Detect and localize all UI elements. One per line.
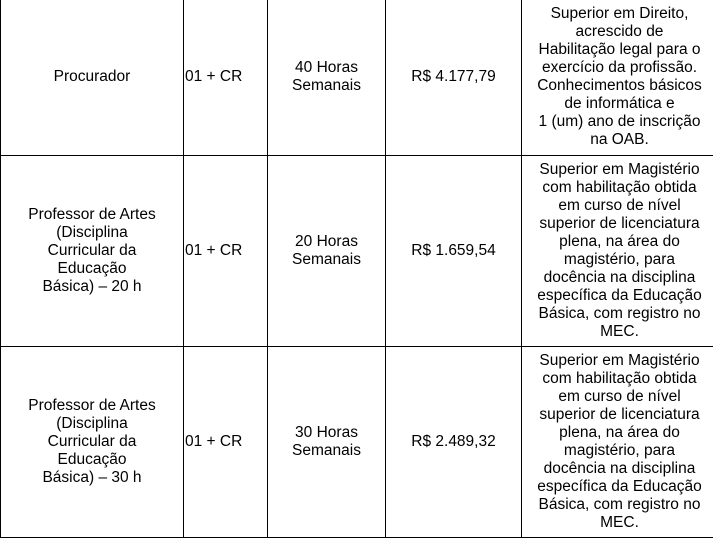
cargo-line: (Disciplina (1, 224, 183, 242)
table-row (1, 0, 713, 156)
cargo-line: Curricular da (1, 433, 183, 451)
carga-line: 30 Horas (268, 424, 385, 442)
vagas-cell: 01 + CR (184, 156, 268, 347)
carga-line: 40 Horas (268, 59, 385, 77)
carga-horaria-cell (268, 0, 386, 156)
requisito-line: magistério, para (522, 251, 713, 269)
requisito-line: específica da Educação (522, 478, 713, 496)
requisito-line: magistério, para (522, 442, 713, 460)
requisito-line: em curso de nível (522, 197, 713, 215)
cargo-line: Curricular da (1, 242, 183, 260)
requisito-line: Básica, com registro no (522, 496, 713, 514)
table-row (1, 347, 713, 538)
requisito-line: superior de licenciatura (522, 406, 713, 424)
requisito-line: Habilitação legal para o (522, 41, 713, 59)
requisito-line: acrescido de (522, 23, 713, 41)
requisito-line: MEC. (522, 323, 713, 341)
requisito-line: de informática e (522, 95, 713, 113)
requisitos-cell (522, 156, 713, 347)
cargo-line: Básica) – 30 h (1, 469, 183, 487)
vencimento-cell: R$ 2.489,32 (386, 347, 522, 538)
cargo-line: Procurador (1, 68, 183, 86)
requisito-line: com habilitação obtida (522, 370, 713, 388)
cargo-cell (1, 156, 184, 347)
carga-horaria-cell (268, 156, 386, 347)
requisitos-cell (522, 0, 713, 156)
requisito-line: 1 (um) ano de inscrição (522, 113, 713, 131)
cargo-line: Educação (1, 451, 183, 469)
requisitos-cell (522, 347, 713, 538)
carga-line: Semanais (268, 442, 385, 460)
requisito-line: Superior em Magistério (522, 161, 713, 179)
cargo-line: Educação (1, 260, 183, 278)
requisito-line: Superior em Direito, (522, 5, 713, 23)
cargo-line: Professor de Artes (1, 397, 183, 415)
requisito-line: em curso de nível (522, 388, 713, 406)
carga-line: Semanais (268, 251, 385, 269)
requisito-line: MEC. (522, 514, 713, 532)
requisito-line: superior de licenciatura (522, 215, 713, 233)
requisito-line: específica da Educação (522, 287, 713, 305)
requisito-line: com habilitação obtida (522, 179, 713, 197)
table-row (1, 156, 713, 347)
cargo-cell (1, 347, 184, 538)
carga-horaria-cell (268, 347, 386, 538)
requisito-line: na OAB. (522, 131, 713, 149)
requisito-line: Superior em Magistério (522, 352, 713, 370)
vencimento-cell: R$ 4.177,79 (386, 0, 522, 156)
cargo-line: Professor de Artes (1, 206, 183, 224)
cargo-cell (1, 0, 184, 156)
cargo-line: (Disciplina (1, 415, 183, 433)
requisito-line: Conhecimentos básicos (522, 77, 713, 95)
vagas-cell: 01 + CR (184, 347, 268, 538)
carga-line: Semanais (268, 77, 385, 95)
requisito-line: plena, na área do (522, 424, 713, 442)
vagas-cell: 01 + CR (184, 0, 268, 156)
requisito-line: Básica, com registro no (522, 305, 713, 323)
vencimento-cell: R$ 1.659,54 (386, 156, 522, 347)
requisito-line: plena, na área do (522, 233, 713, 251)
carga-line: 20 Horas (268, 233, 385, 251)
requisito-line: docência na disciplina (522, 460, 713, 478)
requisito-line: docência na disciplina (522, 269, 713, 287)
cargo-line: Básica) – 20 h (1, 278, 183, 296)
requisito-line: exercício da profissão. (522, 59, 713, 77)
